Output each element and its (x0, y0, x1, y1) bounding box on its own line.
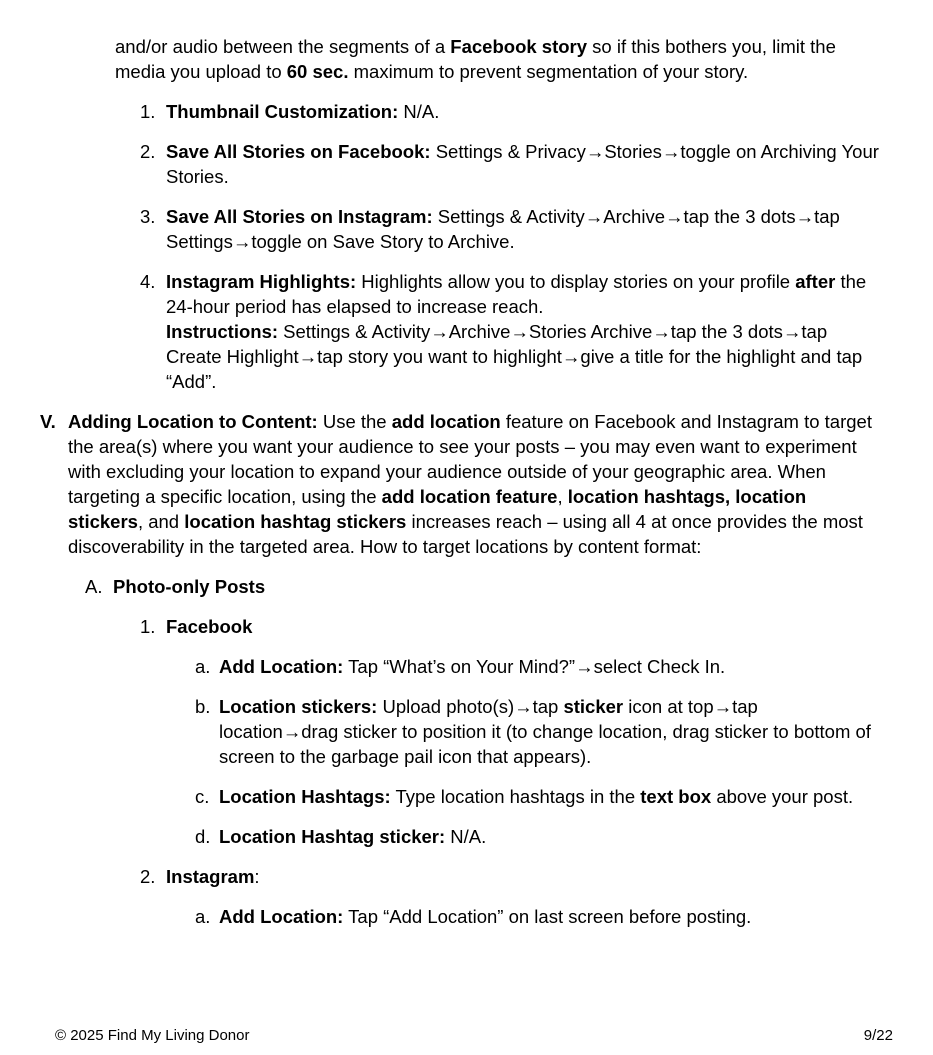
text-run: after (795, 271, 836, 292)
list-marker: a. (195, 906, 211, 927)
list-item-text (166, 139, 881, 189)
text-run: Settings & Activity→Archive→tap the 3 dots→tap Settings→toggle on Save Story to Archive. (166, 206, 840, 252)
list-item-text (166, 204, 881, 254)
text-run: N/A. (398, 101, 440, 122)
text-run: Save All Stories on Facebook: (166, 141, 431, 162)
section-v-adding-location (40, 409, 881, 559)
text-run: feature on Facebook and Instagram to target the area(s) where you want your audience to see your posts – you may even want to experiment with excluding your location to expand your audience outside of your geographic area. When targeting a specific location, using the (68, 411, 872, 507)
text-run: Adding Location to Content: (68, 411, 318, 432)
list-marker: A. (85, 576, 103, 597)
page-footer (55, 1026, 893, 1046)
list-item-location-hashtag-sticker (195, 824, 881, 849)
page-number: 9/22 (863, 1027, 893, 1044)
text-run: 60 sec. (286, 61, 349, 82)
text-run: Tap “Add Location” on last screen before posting. (343, 906, 752, 927)
list-item-location-stickers (195, 694, 881, 769)
list-marker: 4. (140, 271, 156, 292)
list-marker: 2. (140, 866, 156, 887)
copyright-text: © 2025 Find My Living Donor (55, 1027, 250, 1044)
text-run: add location (391, 411, 501, 432)
text-run: Settings & Activity→Archive→Stories Archive→tap the 3 dots→tap Create Highlight→tap story you want to highlight→give a title for the highlight and tap “Add”. (166, 321, 863, 392)
section-text (68, 409, 881, 559)
text-run: Photo-only Posts (113, 576, 266, 597)
list-item-text (219, 654, 881, 679)
text-run: Add Location: (219, 906, 344, 927)
text-run: location hashtag stickers (184, 511, 407, 532)
list-item-location-hashtags (195, 784, 881, 809)
text-run: N/A. (445, 826, 487, 847)
text-run: : (254, 866, 260, 887)
text-run: Settings & Privacy→Stories→toggle on Archiving Your Stories. (166, 141, 879, 187)
text-run: Add Location: (219, 656, 344, 677)
text-run: so if this bothers you, limit the media you upload to (115, 36, 836, 82)
list-item-text (166, 864, 881, 889)
text-run: Location Hashtag sticker: (219, 826, 446, 847)
list-marker: d. (195, 826, 211, 847)
text-run: Use the (317, 411, 392, 432)
list-marker: 1. (140, 101, 156, 122)
text-run: the 24-hour period has elapsed to increase reach. (166, 271, 867, 317)
list-item-text (219, 784, 881, 809)
text-run: and/or audio between the segments of a (115, 36, 451, 57)
text-run: sticker (563, 696, 624, 717)
list-item-text (219, 904, 881, 929)
text-run: , and (137, 511, 185, 532)
list-item-instagram (140, 864, 881, 889)
list-marker: V. (40, 411, 56, 432)
text-run: Location Hashtags: (219, 786, 391, 807)
text-run: Facebook story (450, 36, 588, 57)
text-run: icon at top→tap location→drag sticker to position it (to change location, drag sticker to bottom of screen to the garbage pail icon that appears). (219, 696, 871, 767)
list-item-text (219, 824, 881, 849)
list-item-facebook (140, 614, 881, 639)
text-run: maximum to prevent segmentation of your story. (348, 61, 749, 82)
list-marker: b. (195, 696, 211, 717)
list-marker: 1. (140, 616, 156, 637)
text-run: Instagram (166, 866, 255, 887)
list-item-save-stories-instagram (140, 204, 881, 254)
text-run: Facebook (166, 616, 253, 637)
text-run: Instructions: (166, 321, 279, 342)
text-run: Upload photo(s)→tap (377, 696, 564, 717)
list-item-text (166, 269, 881, 394)
text-run: text box (640, 786, 712, 807)
paragraph-text (115, 34, 881, 84)
section-a-photo-only-posts (85, 574, 881, 599)
text-run: Save All Stories on Instagram: (166, 206, 433, 227)
text-run: Highlights allow you to display stories on your profile (356, 271, 796, 292)
text-run: Thumbnail Customization: (166, 101, 399, 122)
list-item-instagram-highlights (140, 269, 881, 394)
list-marker: 3. (140, 206, 156, 227)
text-run: , (557, 486, 568, 507)
list-item-save-stories-facebook (140, 139, 881, 189)
list-marker: a. (195, 656, 211, 677)
list-item-add-location-instagram (195, 904, 881, 929)
list-item-text (166, 614, 881, 639)
list-item-text (219, 694, 881, 769)
text-run: Type location hashtags in the (390, 786, 641, 807)
text-run: location hashtags, location stickers (68, 486, 807, 532)
list-marker: c. (195, 786, 210, 807)
list-marker: 2. (140, 141, 156, 162)
text-run: add location feature (381, 486, 558, 507)
text-run: Tap “What’s on Your Mind?”→select Check In. (343, 656, 726, 677)
text-run: Instagram Highlights: (166, 271, 357, 292)
list-item-text (166, 99, 881, 124)
text-run: increases reach – using all 4 at once provides the most discoverability in the targeted area. How to target locations by content format: (68, 511, 863, 557)
list-item-add-location-facebook (195, 654, 881, 679)
intro-paragraph (115, 34, 881, 84)
list-item-thumbnail-customization (140, 99, 881, 124)
text-run: Location stickers: (219, 696, 378, 717)
section-heading-text (113, 574, 881, 599)
text-run: above your post. (711, 786, 854, 807)
